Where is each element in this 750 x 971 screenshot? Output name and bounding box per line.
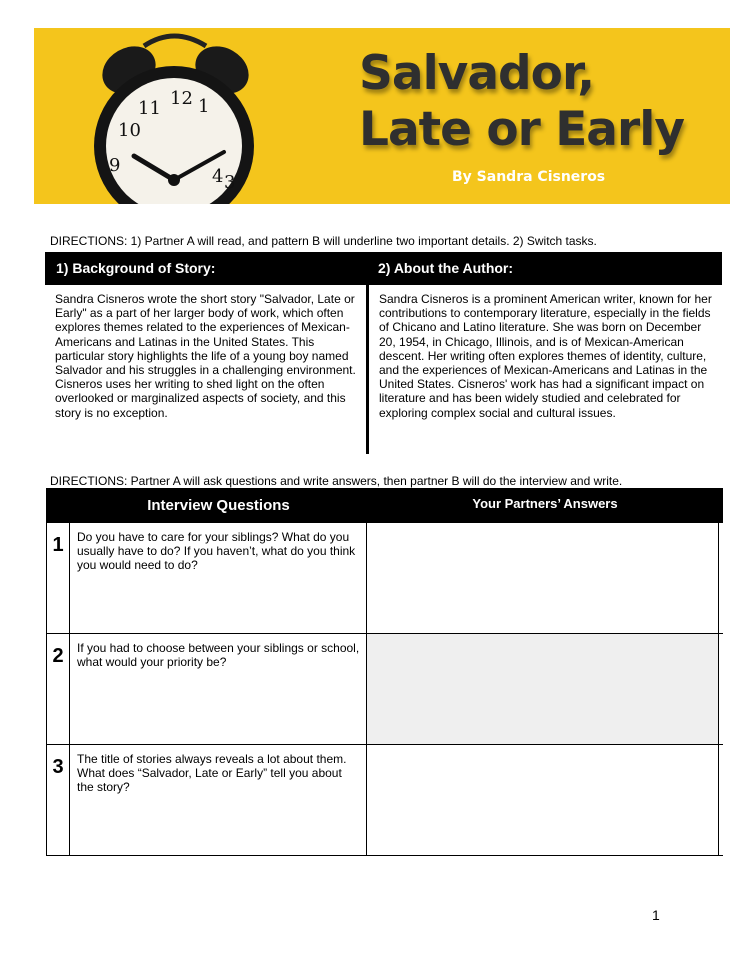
title-banner	[34, 28, 730, 204]
background-table-header	[45, 252, 722, 285]
row-number: 2	[46, 634, 70, 744]
page-number: 1	[652, 907, 660, 923]
table-row	[46, 634, 723, 745]
table-row	[46, 745, 723, 856]
story-title-line2: Late or Early	[359, 102, 684, 157]
interview-questions-heading: Interview Questions	[147, 497, 290, 514]
story-title	[359, 46, 719, 158]
row-number: 3	[46, 745, 70, 855]
clock-number-1: 1	[198, 96, 210, 117]
alarm-clock-icon	[74, 28, 274, 204]
number-column-header	[46, 488, 70, 523]
answer-cell[interactable]	[367, 523, 719, 633]
question-text: If you had to choose between your siblings or school, what would your priority be?	[70, 634, 367, 744]
question-text: The title of stories always reveals a lot about them. What does “Salvador, Late or Early” tell you about the story?	[70, 745, 367, 855]
background-table-body	[45, 285, 722, 454]
answer-cell[interactable]	[367, 634, 719, 744]
row-number: 1	[46, 523, 70, 633]
about-author-heading: 2) About the Author:	[378, 260, 514, 276]
background-story-text: Sandra Cisneros wrote the short story "Salvador, Late or Early" as a part of her larger body of work, which often explores themes related to the experiences of Mexican-Americans and Latinas in the United States. This particular story highlights the life of a young boy named Salvador and his struggles in a challenging environment. Cisneros uses her writing to shed light on the often overlooked or marginalized aspects of society, and this story is no exception.	[55, 292, 356, 420]
interview-table-header	[46, 488, 723, 523]
story-title-line1: Salvador,	[359, 46, 595, 101]
table-row	[46, 523, 723, 634]
background-table	[45, 252, 722, 454]
directions-interview: DIRECTIONS: Partner A will ask questions and write answers, then partner B will do the interview and write.	[50, 474, 623, 488]
interview-table	[46, 488, 723, 856]
background-story-heading: 1) Background of Story:	[45, 252, 370, 285]
partner-answers-heading: Your Partners’ Answers	[472, 496, 618, 511]
clock-number-4: 4	[212, 166, 224, 187]
answer-cell[interactable]	[367, 745, 719, 855]
clock-number-3: 3	[224, 172, 236, 193]
clock-number-11: 11	[138, 98, 161, 119]
clock-number-9: 9	[109, 155, 121, 176]
clock-number-12: 12	[170, 88, 193, 109]
question-text: Do you have to care for your siblings? What do you usually have to do? If you haven’t, what do you think you would need to do?	[70, 523, 367, 633]
clock-number-10: 10	[118, 120, 141, 141]
about-author-text: Sandra Cisneros is a prominent American writer, known for her contributions to contemporary literature, especially in the fields of Chicano and Latino literature. She was born on December 20, 1954, in Chicago, Illinois, and is of Mexican-American descent. Her writing often explores themes of identity, culture, and the experiences of Mexican-Americans and Latinas in the United States. Cisneros' work has had a significant impact on literature and has been widely studied and celebrated for exploring complex social and cultural issues.	[366, 285, 722, 454]
story-author: By Sandra Cisneros	[452, 169, 606, 185]
directions-reading: DIRECTIONS: 1) Partner A will read, and pattern B will underline two important details. 2) Switch tasks.	[50, 234, 597, 248]
